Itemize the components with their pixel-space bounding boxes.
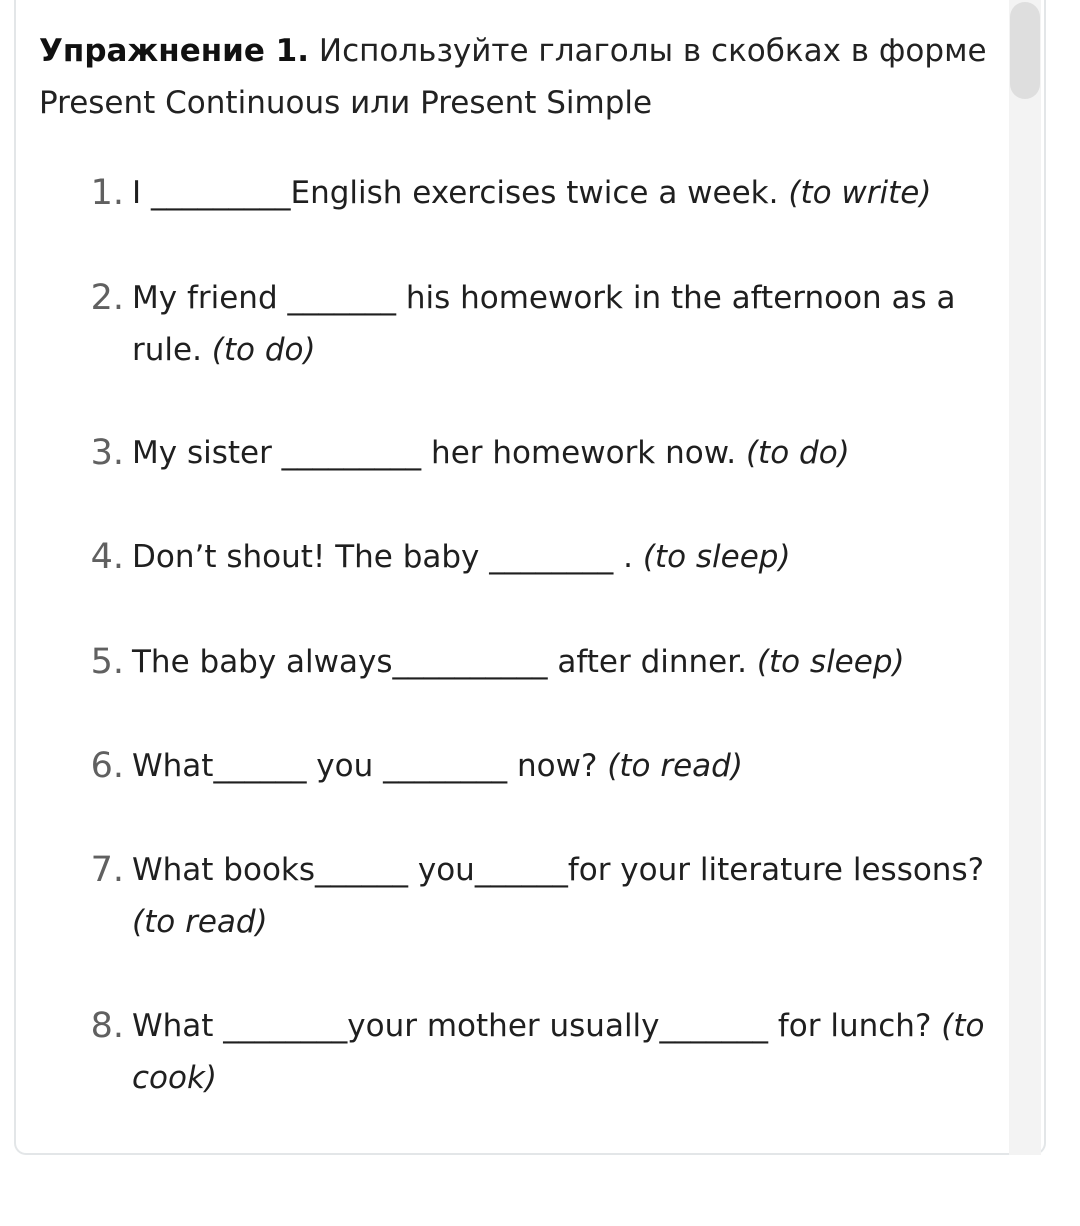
item-hint: (to do)	[745, 435, 850, 471]
item-sentence: I _________English exercises twice a week.	[132, 175, 779, 211]
item-hint: (to sleep)	[642, 539, 791, 575]
item-hint: (to write)	[788, 175, 932, 211]
exercise-title	[39, 25, 999, 129]
scrollbar-thumb[interactable]	[1010, 2, 1040, 99]
item-number: 7.	[90, 850, 124, 890]
scrollbar-track[interactable]	[1009, 0, 1041, 1155]
item-number: 4.	[90, 537, 124, 577]
item-hint: (to do)	[211, 332, 316, 368]
exercise-instruction: Используйте глаголы в скобках в форме Present Continuous или Present Simple	[39, 33, 987, 121]
item-sentence: What______ you ________ now?	[132, 748, 598, 784]
item-sentence: What books______ you______for your literature lessons?	[132, 852, 985, 888]
item-number: 1.	[90, 173, 124, 213]
item-sentence: Don’t shout! The baby ________ .	[132, 539, 633, 575]
item-hint: (to read)	[132, 904, 268, 940]
item-number: 5.	[90, 642, 124, 682]
item-sentence: The baby always__________ after dinner.	[132, 644, 747, 680]
item-number: 3.	[90, 433, 124, 473]
item-sentence: My friend _______ his homework in the afternoon as a rule.	[132, 280, 956, 368]
item-number: 8.	[90, 1006, 124, 1046]
item-number: 2.	[90, 278, 124, 318]
item-hint: (to sleep)	[756, 644, 905, 680]
exercise-label: Упражнение 1.	[39, 33, 310, 69]
item-hint: (to cook)	[132, 1008, 985, 1096]
item-number: 6.	[90, 746, 124, 786]
item-sentence: What ________your mother usually_______ for lunch?	[132, 1008, 932, 1044]
item-hint: (to read)	[607, 748, 743, 784]
item-sentence: My sister _________ her homework now.	[132, 435, 737, 471]
